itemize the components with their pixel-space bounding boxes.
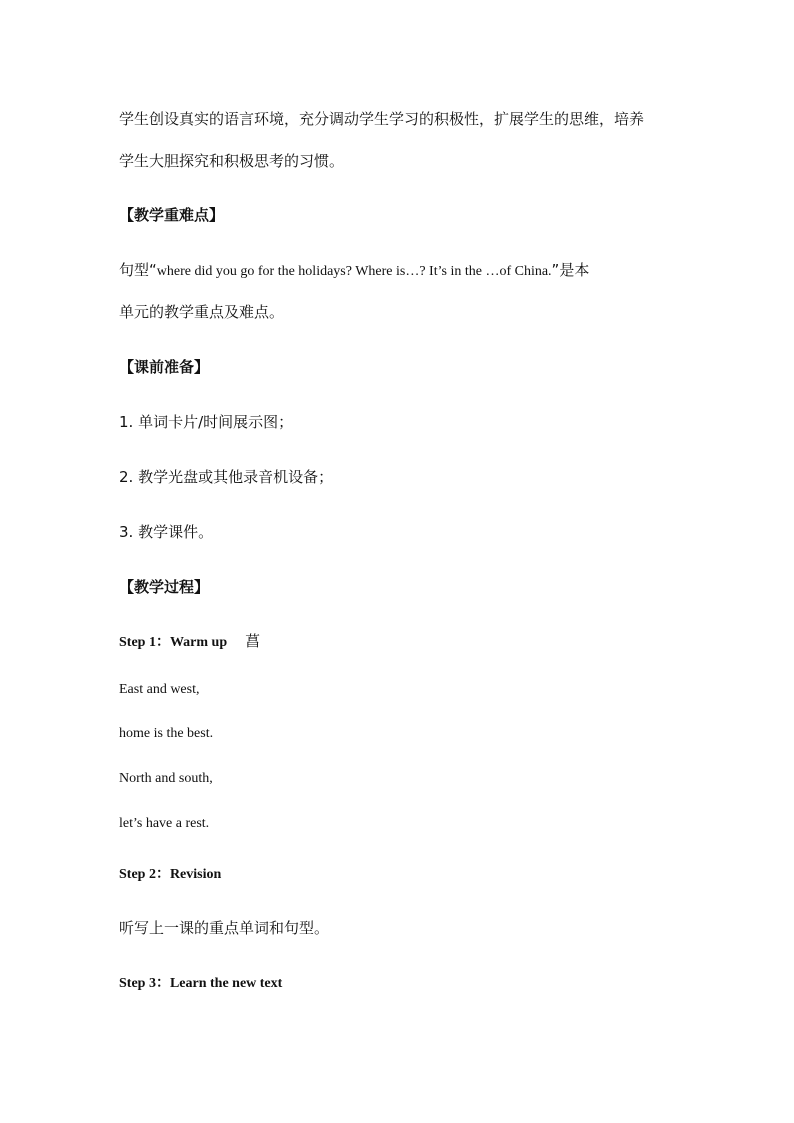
step-1-title <box>119 631 260 653</box>
rhyme-line: North and south, <box>119 771 213 786</box>
intro-line-2: 学生大胆探究和积极思考的习惯。 <box>119 152 345 170</box>
key-points-heading: 【教学重难点】 <box>119 206 225 224</box>
rhyme-line: East and west, <box>119 682 200 697</box>
step-1-glyph: 菖 <box>245 632 261 650</box>
rhyme-line: home is the best. <box>119 726 214 741</box>
preparation-item: 2. 教学光盘或其他录音机设备； <box>119 468 334 486</box>
preparation-heading: 【课前准备】 <box>119 358 210 376</box>
step-3-title: Step 3：Learn the new text <box>119 976 283 991</box>
process-heading: 【教学过程】 <box>119 578 210 596</box>
step-1-title-text: Step 1：Warm up <box>119 635 228 650</box>
key-points-sentence: where did you go for the holidays? Where is…? It’s in the …of China. <box>156 264 552 279</box>
step-2-title: Step 2：Revision <box>119 867 222 882</box>
preparation-item: 1. 单词卡片/时间展示图； <box>119 413 294 431</box>
preparation-item: 3. 教学课件。 <box>119 523 214 541</box>
key-points-prefix: 句型“ <box>119 261 157 279</box>
step-2-text: 听写上一课的重点单词和句型。 <box>119 919 330 937</box>
key-points-line-1 <box>119 260 589 282</box>
intro-line-1: 学生创设真实的语言环境，充分调动学生学习的积极性，扩展学生的思维，培养 <box>119 110 645 128</box>
rhyme-line: let’s have a rest. <box>119 816 210 831</box>
key-points-line-2: 单元的教学重点及难点。 <box>119 303 285 321</box>
key-points-suffix: ”是本 <box>551 261 590 279</box>
